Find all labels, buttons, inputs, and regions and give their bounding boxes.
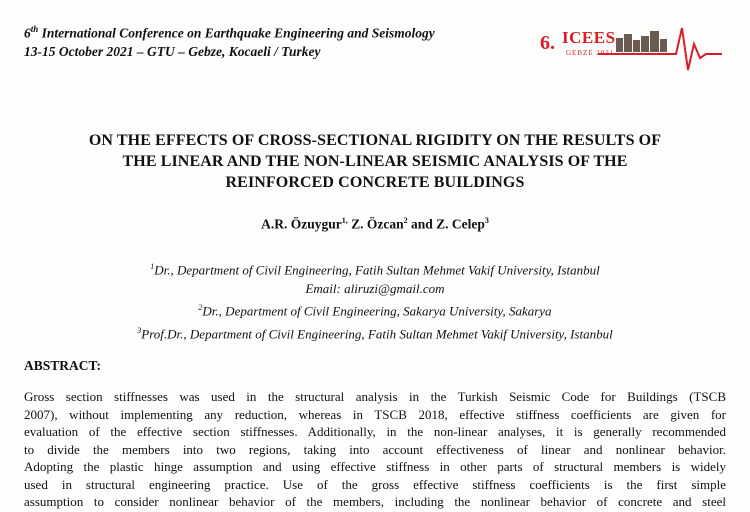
conference-header (24, 20, 435, 61)
logo-subtitle: GEBZE 2021 (566, 49, 615, 57)
title-line: THE LINEAR AND THE NON-LINEAR SEISMIC ANALYSIS OF THE (122, 153, 628, 170)
affiliation-3: $^3$Prof.Dr., Department of Civil Engineering, Fatih Sultan Mehmet Vakif University, Istanbul (137, 325, 613, 341)
conference-date-location: 13-15 October 2021 – GTU – Gebze, Kocaeli / Turkey (24, 43, 321, 59)
abstract-line: assumption to consider nonlinear behavior of the members, including the nonlinear behavior of concrete and steel (24, 494, 726, 509)
author-list: A.R. Özuygur$^{1,}$ Z. Özcan$^2$ and Z. Celep$^3$ (261, 216, 489, 232)
abstract-body (24, 388, 726, 511)
affiliations (0, 257, 750, 343)
abstract-line: Gross section stiffnesses was used in the structural analysis in the Turkish Seismic Code for Buildings (TSCB (24, 389, 726, 404)
abstract-line: evaluation of the effective section stiffnesses. Additionally, in the non-linear analyses, it is generally recommended (24, 424, 726, 439)
logo-name: ICEES (562, 28, 616, 47)
icees-logo (536, 18, 726, 78)
abstract-heading: ABSTRACT: (24, 358, 102, 373)
abstract-line: Adopting the plastic hinge assumption and using effective stiffness in other parts of structural members is widely (24, 459, 726, 474)
author-email: Email: aliruzi@gmail.com (305, 281, 445, 297)
title-line: ON THE EFFECTS OF CROSS-SECTIONAL RIGIDITY ON THE RESULTS OF (88, 132, 662, 149)
abstract-line: used in structural engineering practice. Use of the gross effective stiffness coefficients is the first simple (24, 476, 726, 492)
title-line: REINFORCED CONCRETE BUILDINGS (225, 174, 525, 191)
affiliation-1: $^1$Dr., Department of Civil Engineering, Fatih Sultan Mehmet Vakif University, Istanbul (150, 262, 600, 278)
conference-name: 6th International Conference on Earthquake Engineering and Seismology (24, 24, 435, 41)
logo-number: 6. (540, 32, 555, 54)
affiliation-2: $^2$Dr., Department of Civil Engineering, Sakarya University, Sakarya (198, 303, 552, 319)
logo-graphic (536, 18, 726, 78)
abstract-line: 2007), without implementing any reduction, whereas in TSCB 2018, effective stiffness coefficients are given for (24, 406, 726, 422)
abstract-line: to divide the members into two regions, taking into account effectiveness of linear and nonlinear behavior. (24, 441, 726, 457)
paper-title (20, 130, 730, 193)
